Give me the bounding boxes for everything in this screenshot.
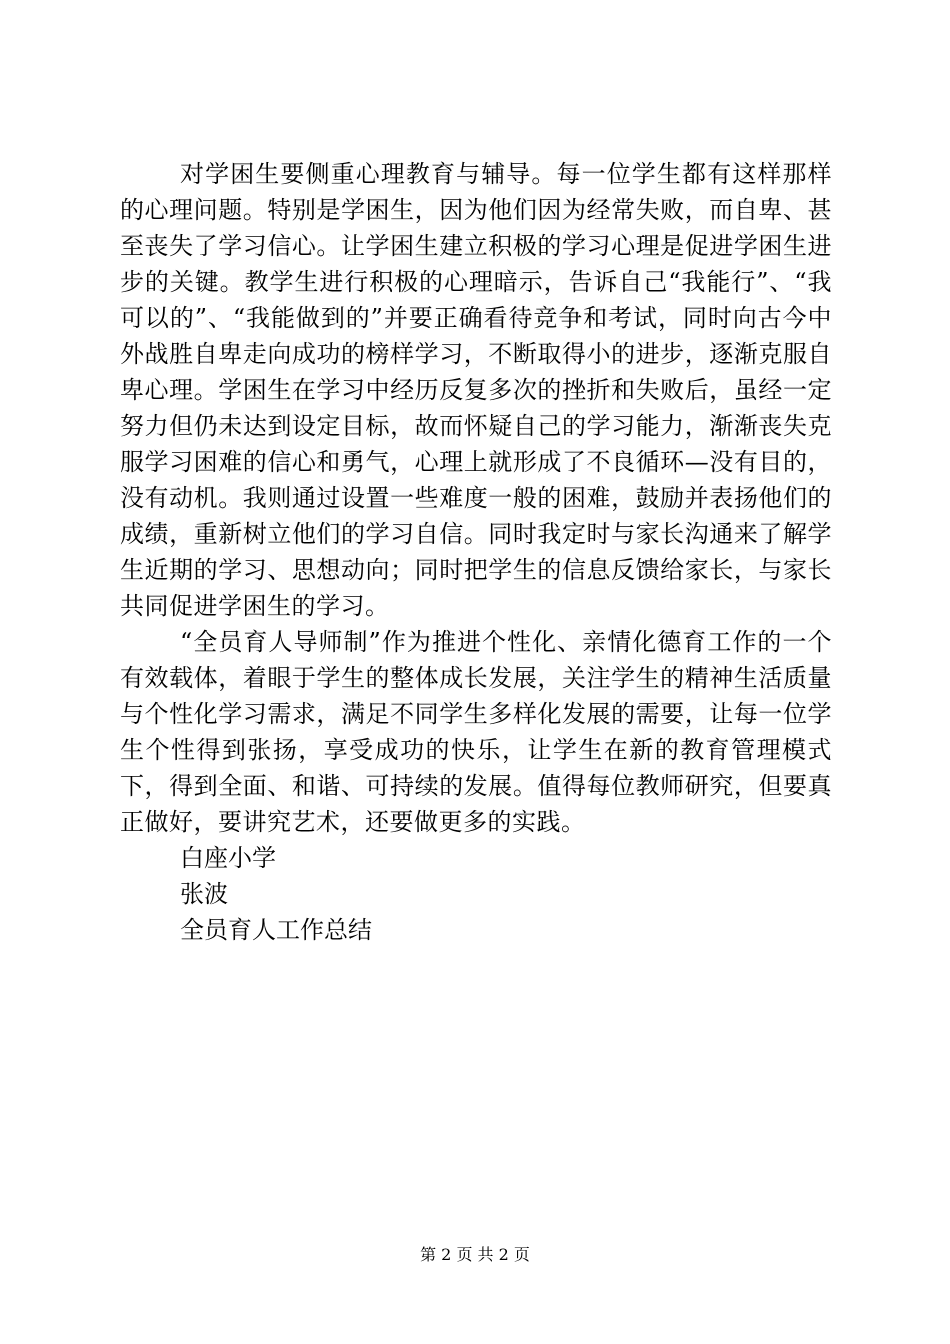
document-body [120,156,832,948]
paragraph-2: “全员育人导师制”作为推进个性化、亲情化德育工作的一个有效载体，着眼于学生的整体成长发展，关注学生的精神生活质量与个性化学习需求，满足不同学生多样化发展的需要，让每一位学生个性得到张扬，享受成功的快乐，让学生在新的教育管理模式下，得到全面、和谐、可持续的发展。值得每位教师研究，但要真正做好，要讲究艺术，还要做更多的实践。 [120,628,832,836]
school-name: 白座小学 [180,844,276,872]
author-name: 张波 [180,880,228,908]
paragraph-1: 对学困生要侧重心理教育与辅导。每一位学生都有这样那样的心理问题。特别是学困生，因为他们因为经常失败，而自卑、甚至丧失了学习信心。让学困生建立积极的学习心理是促进学困生进步的关键。教学生进行积极的心理暗示，告诉自己“我能行”、“我可以的”、“我能做到的”并要正确看待竞争和考试，同时向古今中外战胜自卑走向成功的榜样学习，不断取得小的进步，逐渐克服自卑心理。学困生在学习中经历反复多次的挫折和失败后，虽经一定努力但仍未达到设定目标，故而怀疑自己的学习能力，渐渐丧失克服学习困难的信心和勇气，心理上就形成了不良循环—没有目的，没有动机。我则通过设置一些难度一般的困难，鼓励并表扬他们的成绩，重新树立他们的学习自信。同时我定时与家长沟通来了解学生近期的学习、思想动向；同时把学生的信息反馈给家长，与家长共同促进学困生的学习。 [120,160,832,620]
page-footer: 第 2 页 共 2 页 [420,1245,530,1264]
closing-title: 全员育人工作总结 [180,916,372,944]
